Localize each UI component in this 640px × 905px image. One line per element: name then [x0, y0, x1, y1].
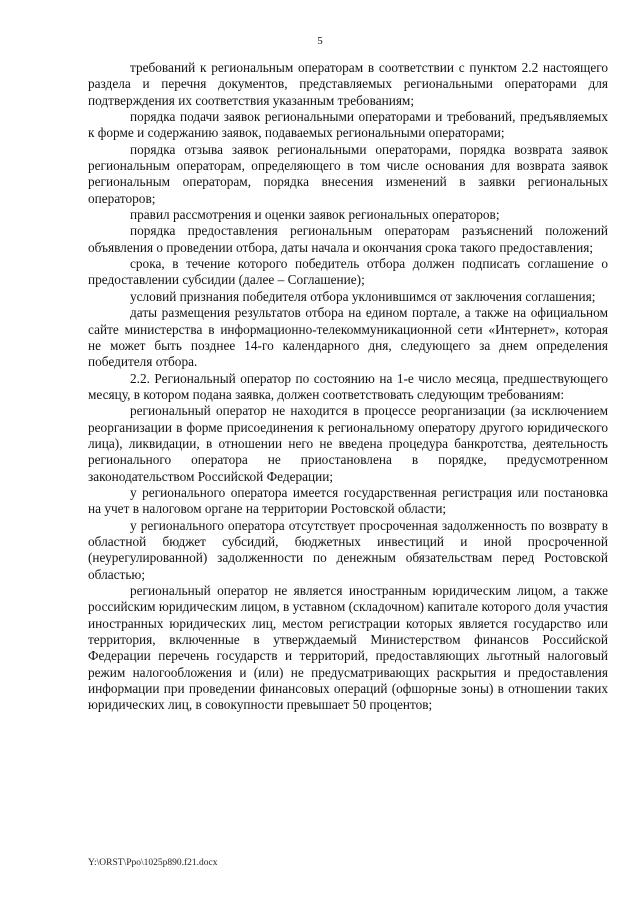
paragraph-registration: у регионального оператора имеется государственная регистрация или постановка на учет в налоговом органе на территории Ростовской области;: [88, 484, 608, 517]
paragraph-results-publication: даты размещения результатов отбора на едином портале, а также на официальном сайте министерства в информационно-телекоммуникационной сети «Интернет», которая не может быть позднее 14-го календарного дня, следующего за днем определения победителя отбора.: [88, 305, 608, 370]
paragraph-no-reorganization: региональный оператор не находится в процессе реорганизации (за исключением реорганизации в форме присоединения к региональному оператору другого юридического лица), ликвидации, в отношении него не введена процедура банкротства, деятельность регионального оператора не приостановлена в порядке, предусмотренном законодательством Российской Федерации;: [88, 403, 608, 484]
paragraph-clarifications: порядка предоставления региональным операторам разъяснений положений объявления о проведении отбора, даты начала и окончания срока такого предоставления;: [88, 223, 608, 255]
footer-file-path: Y:\ORST\Ppo\1025p890.f21.docx: [88, 858, 218, 868]
paragraph-signing-deadline: срока, в течение которого победитель отбора должен подписать соглашение о предоставлении субсидии (далее – Соглашение);: [88, 256, 608, 288]
paragraph-review-rules: правил рассмотрения и оценки заявок региональных операторов;: [130, 207, 500, 223]
document-body: [88, 60, 608, 714]
paragraph-not-foreign: региональный оператор не является иностранным юридическим лицом, а также российским юридическим лицом, в уставном (складочном) капитале которого доля участия иностранных юридических лиц, местом регистрации которых является государство или территория, включенные в утверждаемый Министерством финансов Российской Федерации перечень государств и территорий, предоставляющих льготный налоговый режим налогообложения и (или) не предусматривающих раскрытия и предоставления информации при проведении финансовых операций (офшорные зоны) в отношении таких юридических лиц, в совокупности превышает 50 процентов;: [88, 583, 608, 713]
paragraph-section-2-2: 2.2. Региональный оператор по состоянию на 1-е число месяца, предшествующего месяцу, в котором подана заявка, должен соответствовать следующим требованиям:: [88, 370, 608, 402]
paragraph-evasion-conditions: условий признания победителя отбора уклонившимся от заключения соглашения;: [130, 288, 596, 304]
page-number: 5: [317, 35, 323, 47]
paragraph-submission-procedure: порядка подачи заявок региональными операторами и требований, предъявляемых к форме и содержанию заявок, подаваемых региональными операторами;: [88, 109, 608, 141]
paragraph-requirements-operators: требований к региональным операторам в соответствии с пунктом 2.2 настоящего раздела и перечня документов, представляемых региональными операторами для подтверждения их соответствия указанным требованиям;: [88, 60, 608, 108]
paragraph-no-debt: у регионального оператора отсутствует просроченная задолженность по возврату в областной бюджет субсидий, бюджетных инвестиций и иной просроченной (неурегулированной) задолженности по денежным обязательствам перед Ростовской областью;: [88, 517, 608, 582]
paragraph-withdrawal-procedure: порядка отзыва заявок региональными операторами, порядка возврата заявок региональным операторам, определяющего в том числе основания для возврата заявок региональным операторам, порядка внесения изменений в заявки региональных операторов;: [88, 141, 608, 206]
